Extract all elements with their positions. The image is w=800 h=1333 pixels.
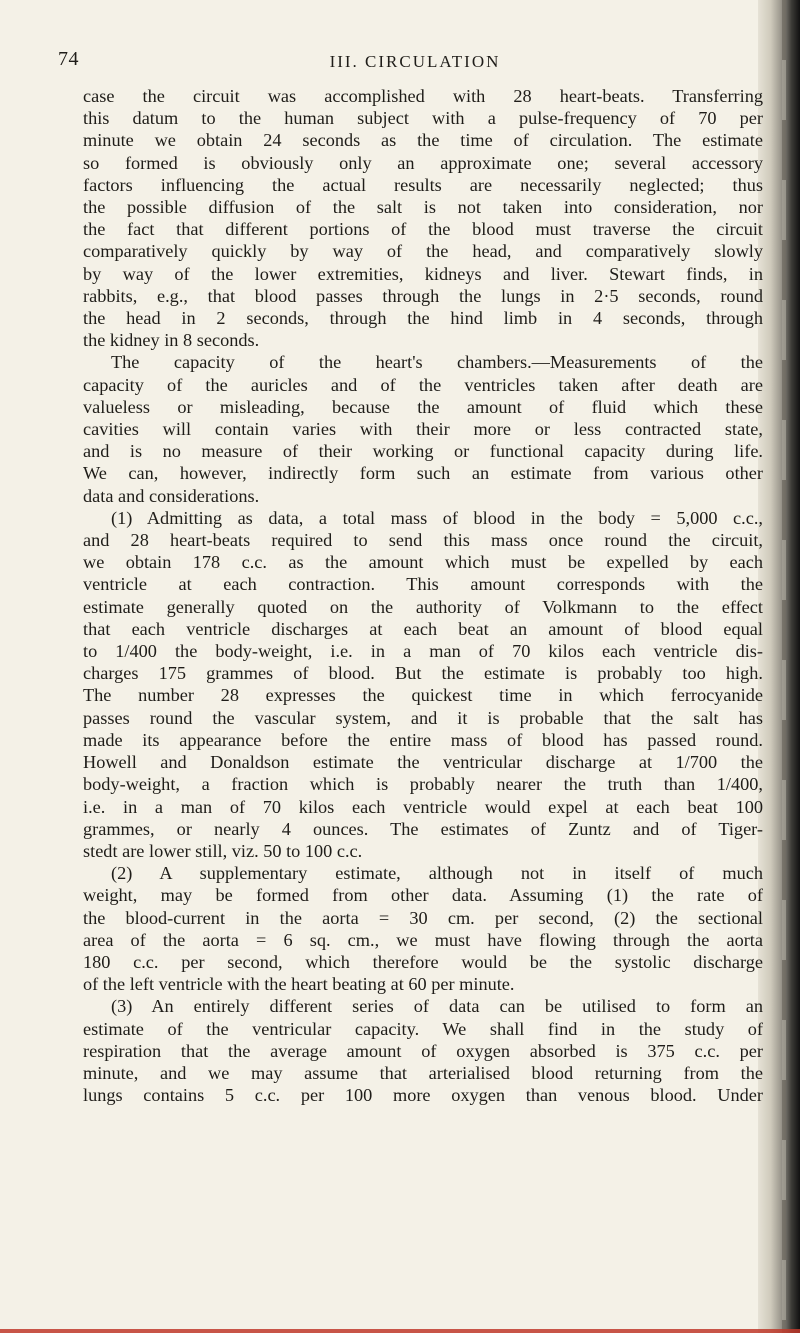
text-line: so formed is obviously only an approximate one; several accessory: [83, 152, 763, 173]
text-line: We can, however, indirectly form such an estimate from various other: [83, 463, 763, 484]
body-text: [83, 85, 763, 1106]
text-line: cavities will contain varies with their more or less contracted state,: [83, 419, 763, 440]
text-line: and is no measure of their working or functional capacity during life.: [83, 441, 763, 462]
bottom-edge-rule: [0, 1329, 800, 1333]
text-line: charges 175 grammes of blood. But the estimate is probably too high.: [83, 663, 763, 684]
text-line: stedt are lower still, viz. 50 to 100 c.c.: [83, 840, 363, 861]
text-line: to 1/400 the body-weight, i.e. in a man of 70 kilos each ventricle dis-: [83, 641, 763, 662]
text-line: grammes, or nearly 4 ounces. The estimates of Zuntz and of Tiger-: [83, 818, 763, 839]
text-line: (1) Admitting as data, a total mass of blood in the body = 5,000 c.c.,: [111, 507, 763, 528]
text-line: respiration that the average amount of oxygen absorbed is 375 c.c. per: [83, 1040, 763, 1061]
text-line: capacity of the auricles and of the ventricles taken after death are: [83, 374, 763, 395]
text-line: the fact that different portions of the blood must traverse the circuit: [83, 219, 763, 240]
text-line: rabbits, e.g., that blood passes through the lungs in 2·5 seconds, round: [83, 285, 763, 306]
text-line: of the left ventricle with the heart beating at 60 per minute.: [83, 974, 515, 995]
text-line: passes round the vascular system, and it is probable that the salt has: [83, 707, 763, 728]
text-line: comparatively quickly by way of the head, and comparatively slowly: [83, 241, 763, 262]
text-line: (3) An entirely different series of data can be utilised to form an: [111, 996, 763, 1017]
text-line: estimate of the ventricular capacity. We shall find in the study of: [83, 1018, 763, 1039]
text-line: i.e. in a man of 70 kilos each ventricle would expel at each beat 100: [83, 796, 763, 817]
text-line: Howell and Donaldson estimate the ventricular discharge at 1/700 the: [83, 752, 763, 773]
text-line: by way of the lower extremities, kidneys and liver. Stewart finds, in: [83, 263, 763, 284]
text-line: factors influencing the actual results are necessarily neglected; thus: [83, 174, 763, 195]
text-line: weight, may be formed from other data. Assuming (1) the rate of: [83, 885, 763, 906]
text-line: (2) A supplementary estimate, although not in itself of much: [111, 863, 763, 884]
page-number: 74: [58, 48, 79, 70]
text-line: made its appearance before the entire mass of blood has passed round.: [83, 729, 763, 750]
running-head: III. CIRCULATION: [329, 52, 501, 71]
text-line: the head in 2 seconds, through the hind limb in 4 seconds, through: [83, 308, 763, 329]
text-line: the kidney in 8 seconds.: [83, 330, 260, 351]
text-line: 180 c.c. per second, which therefore would be the systolic discharge: [83, 951, 763, 972]
text-line: body-weight, a fraction which is probably nearer the truth than 1/400,: [83, 774, 763, 795]
text-line: and 28 heart-beats required to send this mass once round the circuit,: [83, 530, 763, 551]
book-binding-shadow: [758, 0, 800, 1333]
text-line: the blood-current in the aorta = 30 cm. per second, (2) the sectional: [83, 907, 763, 928]
text-line: the possible diffusion of the salt is not taken into consideration, nor: [83, 197, 763, 218]
text-line: minute we obtain 24 seconds as the time of circulation. The estimate: [83, 130, 763, 151]
text-line: area of the aorta = 6 sq. cm., we must have flowing through the aorta: [83, 929, 763, 950]
section-heading-line: The capacity of the heart's chambers.—Measurements of the: [111, 352, 763, 373]
text-line: minute, and we may assume that arterialised blood returning from the: [83, 1062, 763, 1083]
text-line: valueless or misleading, because the amount of fluid which these: [83, 396, 763, 417]
text-line: this datum to the human subject with a pulse-frequency of 70 per: [83, 108, 763, 129]
text-line: case the circuit was accomplished with 28 heart-beats. Transferring: [83, 86, 763, 106]
text-line: ventricle at each contraction. This amount corresponds with the: [83, 574, 763, 595]
text-line: estimate generally quoted on the authority of Volkmann to the effect: [83, 596, 763, 617]
text-line: lungs contains 5 c.c. per 100 more oxygen than venous blood. Under: [83, 1085, 763, 1106]
text-line: that each ventricle discharges at each beat an amount of blood equal: [83, 618, 763, 639]
text-line: The number 28 expresses the quickest time in which ferrocyanide: [83, 685, 763, 706]
text-line: we obtain 178 c.c. as the amount which must be expelled by each: [83, 552, 763, 573]
text-line: data and considerations.: [83, 485, 260, 506]
page-edge-stack: [782, 0, 786, 1333]
